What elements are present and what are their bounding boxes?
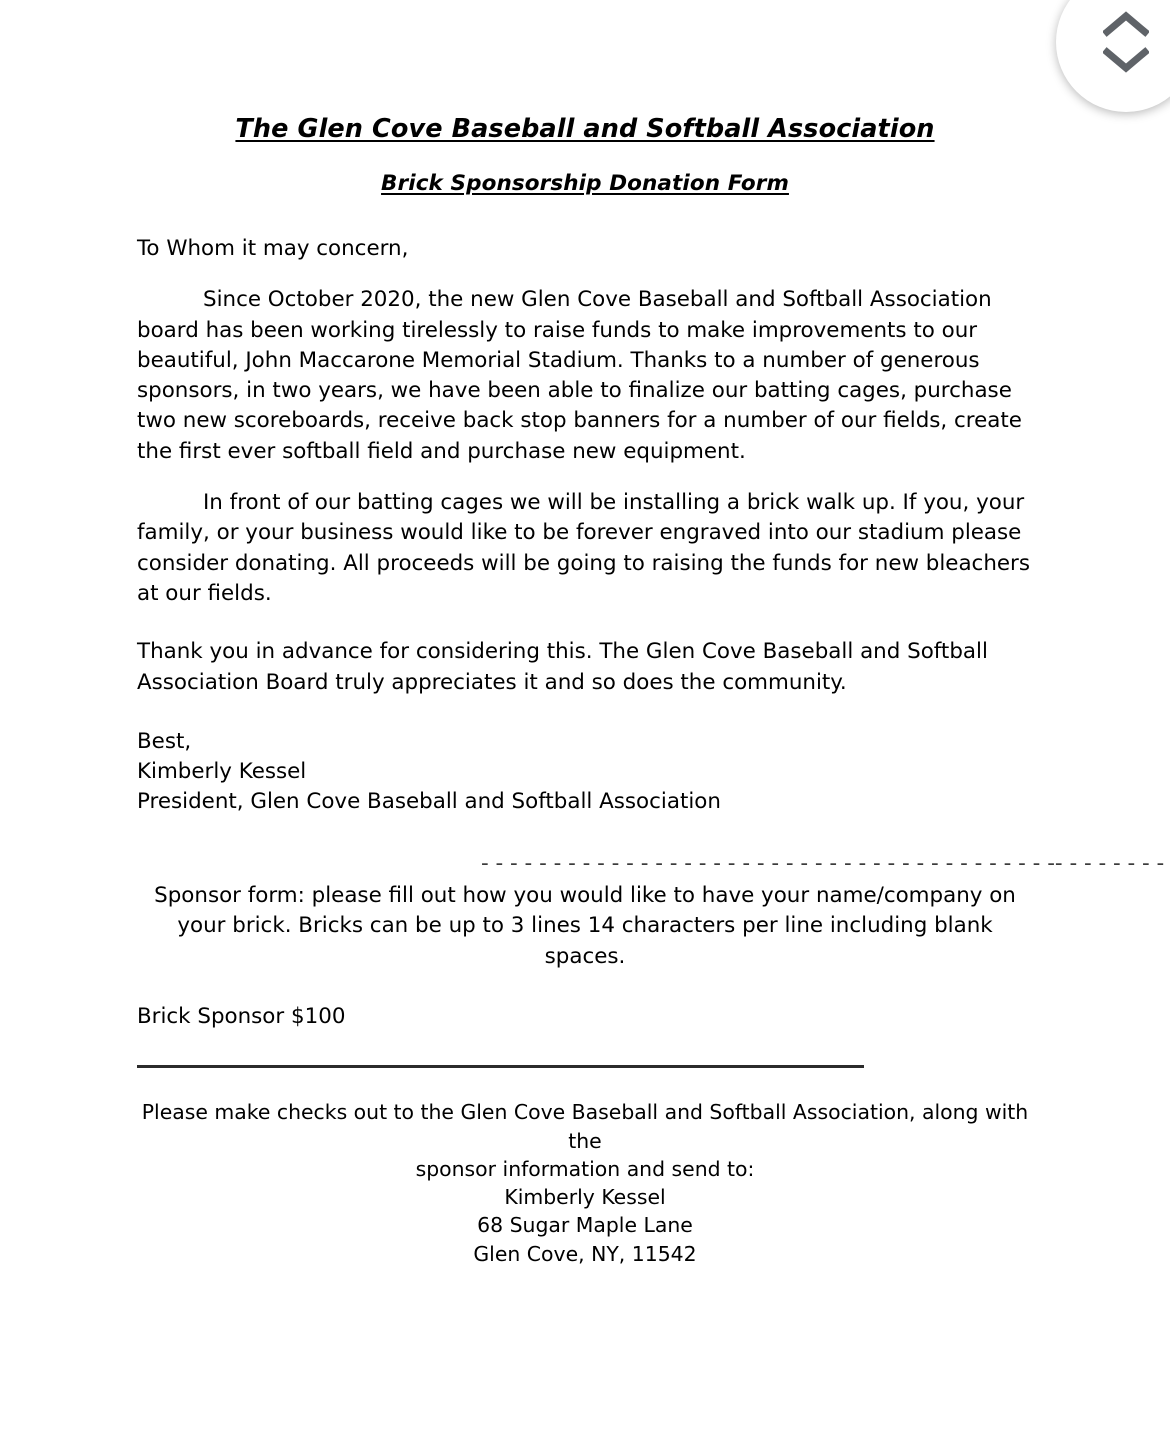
signature-block: [137, 727, 1033, 818]
footer-line-4: 68 Sugar Maple Lane: [477, 1213, 693, 1238]
salutation-text: To Whom it may concern,: [137, 236, 409, 261]
sponsor-instructions: Sponsor form: please fill out how you would like to have your name/company on your brick. Bricks can be up to 3 lines 14 characters per line including blank spaces.: [154, 883, 1016, 969]
footer-line-2: sponsor information and send to:: [415, 1156, 755, 1181]
footer-block: [137, 1098, 1033, 1268]
footer-line-3: Kimberly Kessel: [504, 1185, 666, 1210]
signoff-text: Best,: [137, 728, 192, 754]
page-title: The Glen Cove Baseball and Softball Association: [235, 114, 935, 144]
dashed-separator: - - - - - - - - - - - - - - - - - - - - - - - - - - - - - - - - - - - - - - - -- - - - - - - -: [481, 850, 1165, 876]
paragraph-one: Since October 2020, the new Glen Cove Baseball and Softball Association board has been working tirelessly to raise funds to make improvements to our beautiful, John Maccarone Memorial Stadium. Thanks to a number of generous sponsors, in two years, we have been able to finalize our batting cages, purchase two new scoreboards, receive back stop banners for a number of our fields, create the first ever softball field and purchase new equipment.: [137, 287, 1022, 464]
footer-line-1: Please make checks out to the Glen Cove Baseball and Softball Association, along with the: [141, 1100, 1029, 1153]
document-content: [137, 108, 1165, 1268]
scroll-navigation-button[interactable]: [1056, 0, 1170, 112]
signer-name: Kimberly Kessel: [137, 759, 307, 785]
chevron-down-icon[interactable]: [1103, 47, 1149, 73]
signer-title: President, Glen Cove Baseball and Softball Association: [137, 789, 721, 815]
footer-line-5: Glen Cove, NY, 11542: [473, 1241, 697, 1266]
paragraph-two: In front of our batting cages we will be installing a brick walk up. If you, your family, or your business would like to be forever engraved into our stadium please consider donating. All proceeds will be going to raising the funds for new bleachers at our fields.: [137, 490, 1030, 606]
paragraph-three: Thank you in advance for considering this. The Glen Cove Baseball and Softball Association Board truly appreciates it and so does the community.: [137, 639, 988, 695]
signature-rule: [137, 1065, 864, 1068]
page-subtitle: Brick Sponsorship Donation Form: [381, 171, 789, 196]
chevron-up-icon[interactable]: [1103, 11, 1149, 37]
sponsor-price-label: Brick Sponsor $100: [137, 1003, 346, 1029]
